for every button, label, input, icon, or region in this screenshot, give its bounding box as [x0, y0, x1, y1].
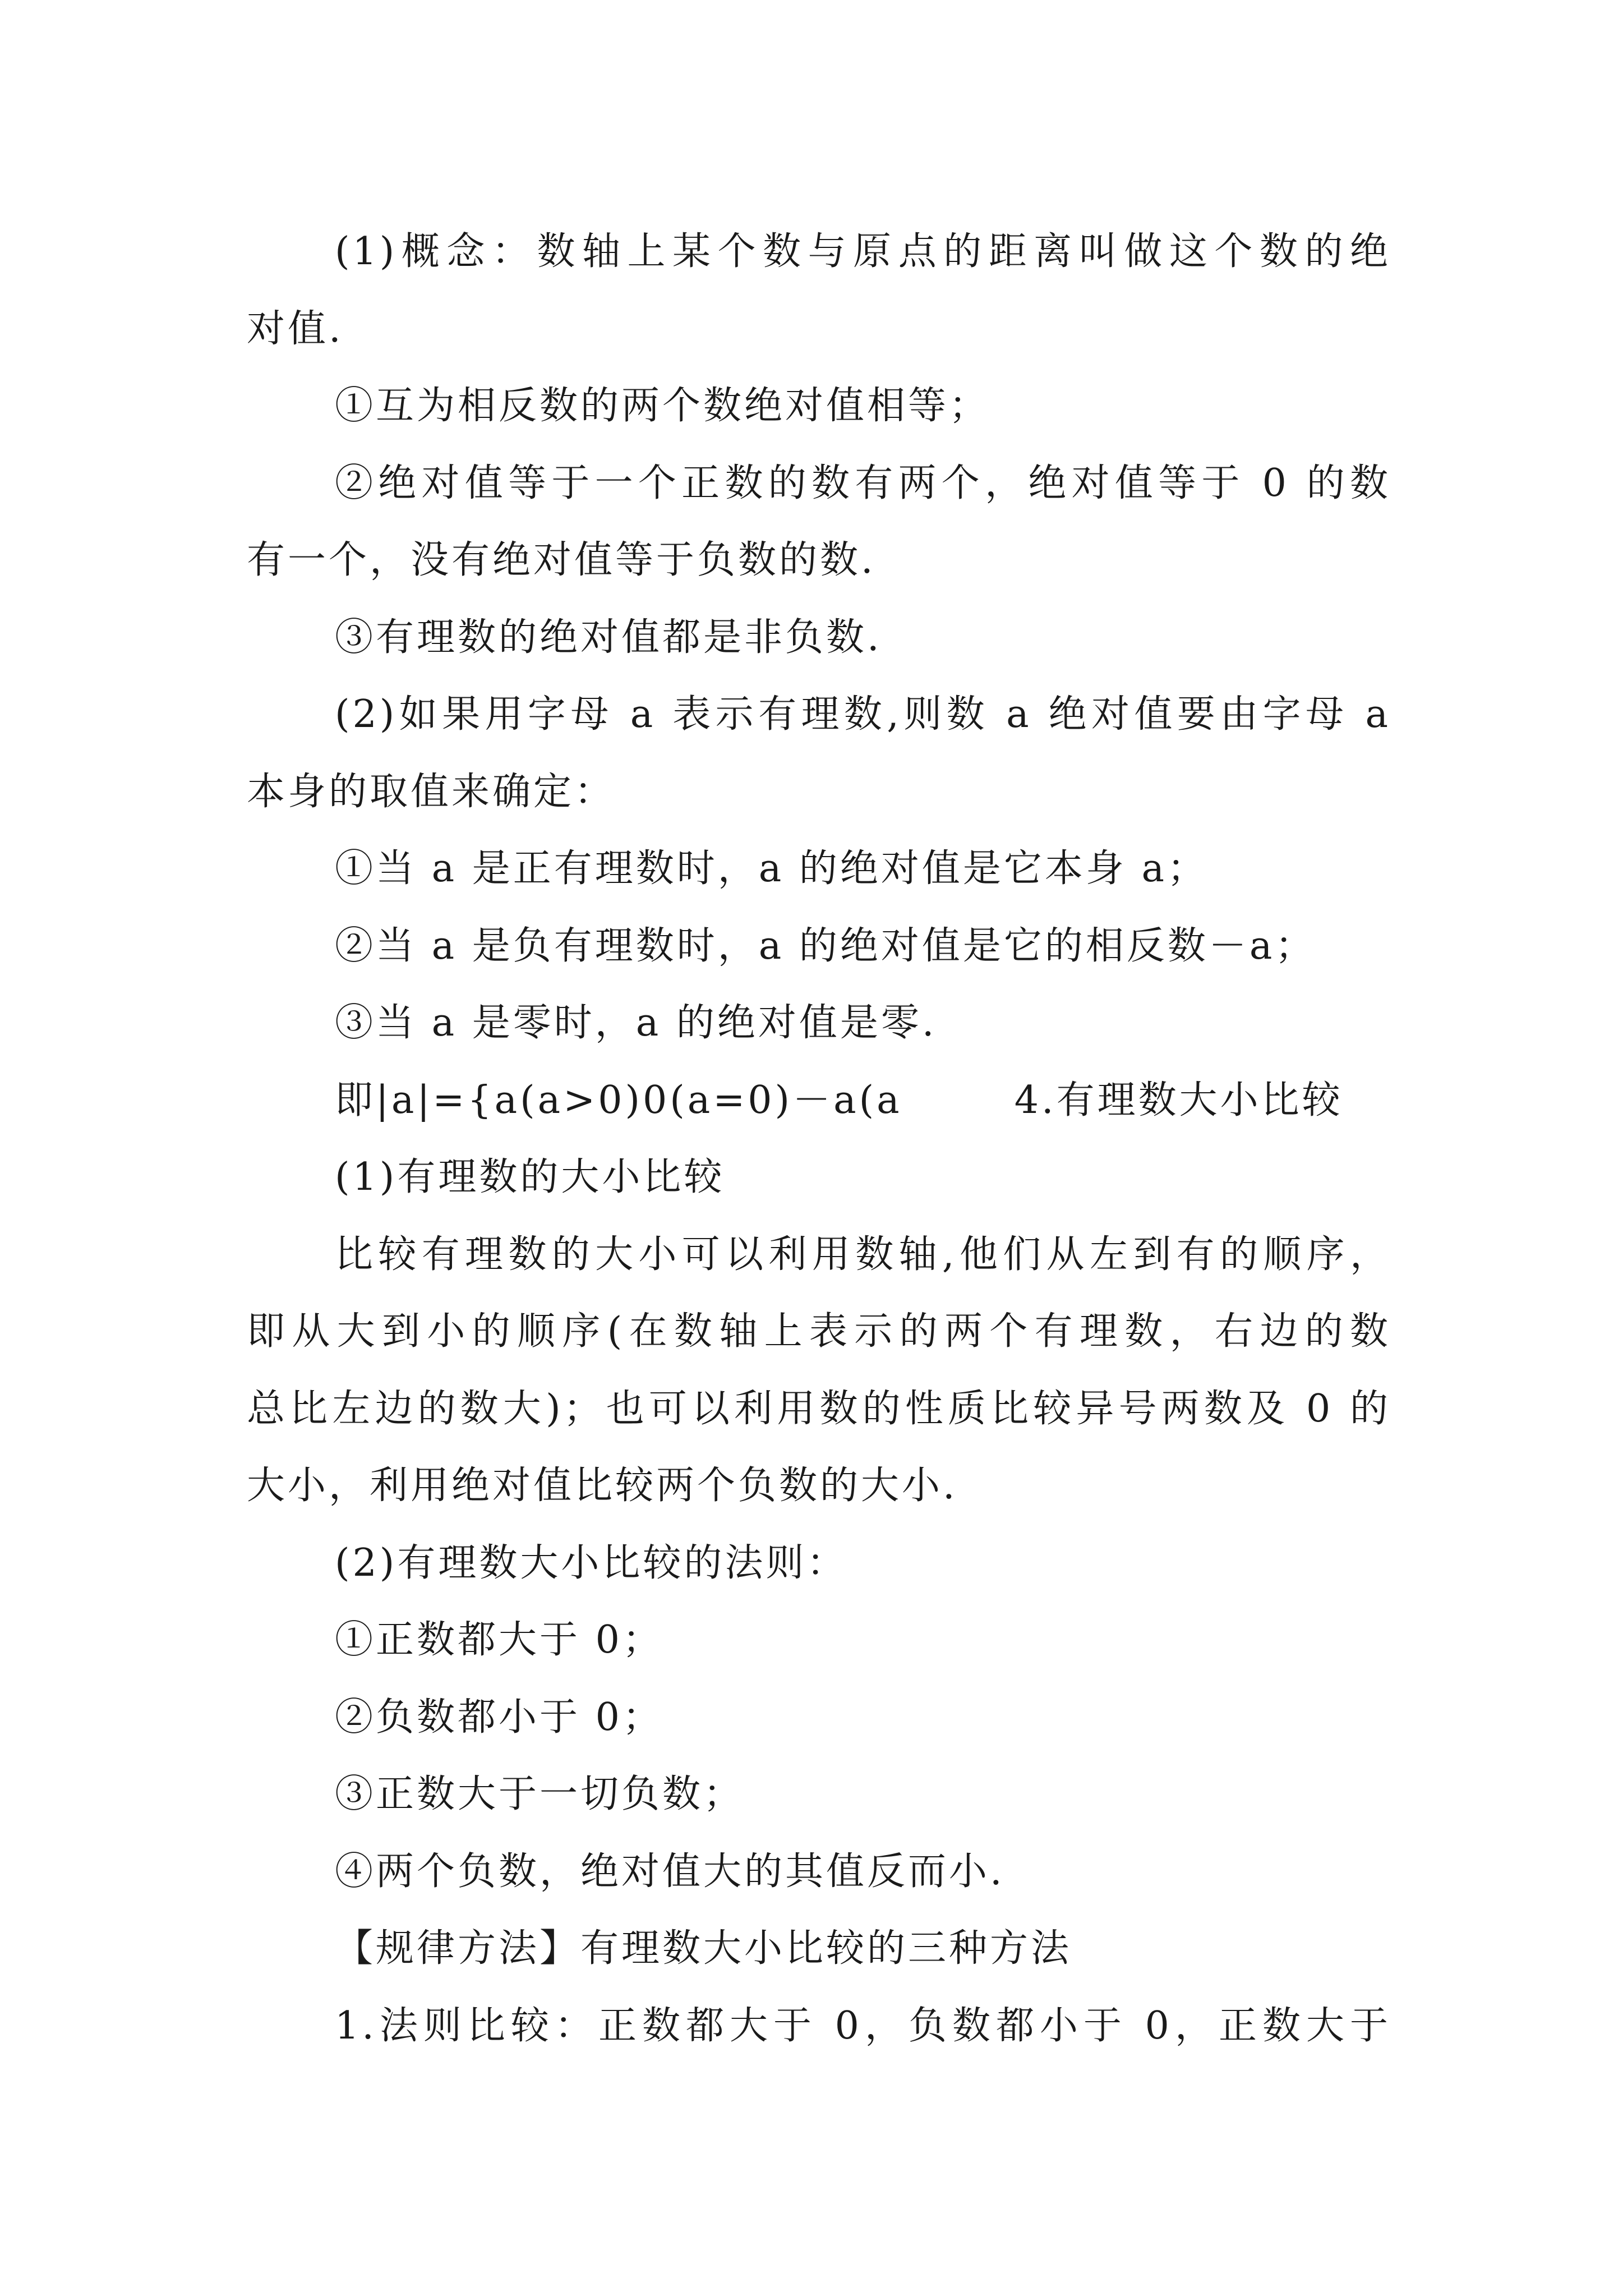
section-heading-comparison: 4.有理数大小比较 [1014, 1078, 1343, 1122]
document-body [247, 213, 1391, 2064]
text-line: 比较有理数的大小可以利用数轴,他们从左到有的顺序， [335, 1232, 1391, 1277]
text-line: (2)有理数大小比较的法则： [335, 1540, 848, 1585]
text-line: 本身的取值来确定： [247, 769, 616, 814]
text-line: 总比左边的数大)；也可以利用数的性质比较异号两数及 0 的 [247, 1386, 1391, 1431]
paragraph-block-comparison [247, 1139, 1391, 2064]
text-line: ②负数都小于 0； [335, 1695, 663, 1740]
text-line: ①正数都大于 0； [335, 1618, 663, 1662]
text-line: 对值. [247, 306, 344, 351]
text-line: 大小，利用绝对值比较两个负数的大小. [247, 1464, 958, 1508]
text-line: 有一个，没有绝对值等于负数的数. [247, 538, 876, 582]
text-line: 1.法则比较：正数都大于 0，负数都小于 0，正数大于 [335, 2003, 1391, 2048]
text-line: ④两个负数，绝对值大的其值反而小. [335, 1849, 1005, 1894]
absolute-value-formula: 即|a|={a(a>0)0(a=0)－a(a [335, 1078, 902, 1122]
text-line: ②绝对值等于一个正数的数有两个，绝对值等于 0 的数 [335, 461, 1391, 505]
text-line: 即从大到小的顺序(在数轴上表示的两个有理数，右边的数 [247, 1309, 1391, 1354]
text-line: (2)如果用字母 a 表示有理数,则数 a 绝对值要由字母 a [335, 692, 1391, 737]
text-line: ③当 a 是零时，a 的绝对值是零. [335, 1001, 937, 1045]
text-line: (1)概念：数轴上某个数与原点的距离叫做这个数的绝 [335, 229, 1391, 274]
text-line: (1)有理数的大小比较 [335, 1155, 725, 1199]
text-line: ①当 a 是正有理数时，a 的绝对值是它本身 a； [335, 846, 1209, 891]
text-line: ①互为相反数的两个数绝对值相等； [335, 384, 990, 428]
text-line: ②当 a 是负有理数时，a 的绝对值是它的相反数－a； [335, 923, 1316, 968]
text-line: 【规律方法】有理数大小比较的三种方法 [335, 1926, 1072, 1971]
text-line: ③正数大于一切负数； [335, 1772, 745, 1816]
paragraph-block-absolute-value [247, 213, 1391, 1062]
text-line: ③有理数的绝对值都是非负数. [335, 615, 882, 660]
formula-line [247, 1062, 1391, 1139]
